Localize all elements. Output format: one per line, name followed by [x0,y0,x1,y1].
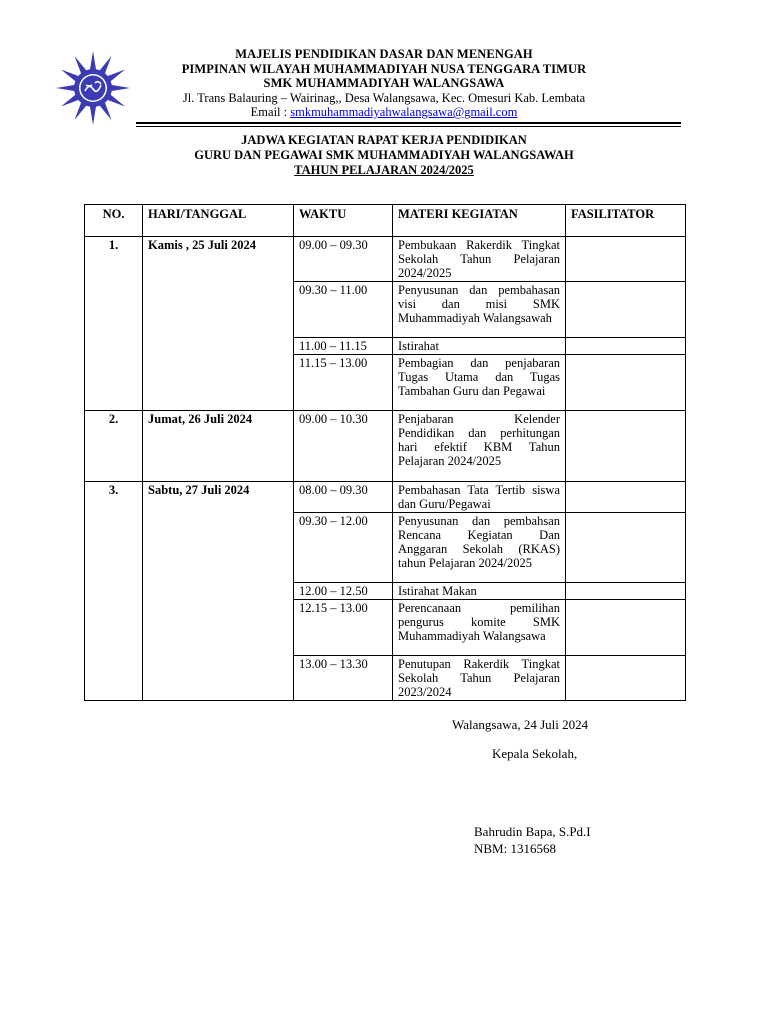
materi-cell: Penutupan Rakerdik Tingkat Sekolah Tahun Pelajaran 2023/2024 [393,656,566,701]
time-cell: 09.30 – 12.00 [294,513,393,583]
signatory-nbm: NBM: 1316568 [474,841,556,856]
materi-cell: Pembahasan Tata Tertib siswa dan Guru/Pegawai [393,482,566,513]
time-cell: 09.30 – 11.00 [294,282,393,338]
signatory-name: Bahrudin Bapa, S.Pd.I [474,824,591,839]
title-line-1: JADWA KEGIATAN RAPAT KERJA PENDIDIKAN [241,133,527,147]
time-cell: 12.15 – 13.00 [294,600,393,656]
materi-cell: Istirahat [393,338,566,355]
table-header-row [85,205,686,237]
header-time: WAKTU [294,205,393,237]
place-date: Walangsawa, 24 Juli 2024 [452,717,589,732]
time-cell: 09.00 – 09.30 [294,237,393,282]
materi-cell: Pembukaan Rakerdik Tingkat Sekolah Tahun Pelajaran 2024/2025 [393,237,566,282]
day-number-cell: 3. [85,482,143,701]
day-number-cell: 1. [85,237,143,411]
signatory-role: Kepala Sekolah, [492,746,578,761]
materi-cell: Penyusunan dan pembahasan visi dan misi SMK Muhammadiyah Walangsawah [393,282,566,338]
day-date-cell: Sabtu, 27 Juli 2024 [143,482,294,701]
header-day: HARI/TANGGAL [143,205,294,237]
email-link[interactable]: smkmuhammadiyahwalangsawa@gmail.com [290,105,518,119]
document-title [84,133,684,178]
fasilitator-cell [566,600,686,656]
school-name: SMK MUHAMMADIYAH WALANGSAWA [263,76,505,90]
letterhead-divider-thin [136,126,681,127]
email-line [134,105,634,120]
fasilitator-cell [566,282,686,338]
materi-cell: Penyusunan dan pembahsan Rencana Kegiatan Dan Anggaran Sekolah (RKAS) tahun Pelajaran 2024/2025 [393,513,566,583]
email-label: Email : [250,105,291,119]
time-cell: 13.00 – 13.30 [294,656,393,701]
fasilitator-cell [566,513,686,583]
time-cell: 08.00 – 09.30 [294,482,393,513]
letterhead [134,47,634,120]
time-cell: 09.00 – 10.30 [294,411,393,482]
materi-cell: Penjabaran Kelender Pendidikan dan perhitungan hari efektif KBM Tahun Pelajaran 2024/2025 [393,411,566,482]
time-cell: 11.00 – 11.15 [294,338,393,355]
day-date-cell: Jumat, 26 Juli 2024 [143,411,294,482]
regional-board-name: PIMPINAN WILAYAH MUHAMMADIYAH NUSA TENGGARA TIMUR [181,61,587,76]
fasilitator-cell [566,482,686,513]
council-name: MAJELIS PENDIDIKAN DASAR DAN MENENGAH [235,47,533,61]
fasilitator-cell [566,411,686,482]
time-cell: 12.00 – 12.50 [294,583,393,600]
materi-cell: Pembagian dan penjabaran Tugas Utama dan Tugas Tambahan Guru dan Pegawai [393,355,566,411]
letterhead-divider-thick [136,122,681,124]
table-row [85,237,686,282]
header-materi: MATERI KEGIATAN [393,205,566,237]
fasilitator-cell [566,338,686,355]
materi-cell: Istirahat Makan [393,583,566,600]
table-row [85,482,686,513]
title-line-2: GURU DAN PEGAWAI SMK MUHAMMADIYAH WALANGSAWAH [194,148,574,162]
header-fasilitator: FASILITATOR [566,205,686,237]
header-no: NO. [85,205,143,237]
time-cell: 11.15 – 13.00 [294,355,393,411]
fasilitator-cell [566,656,686,701]
day-date-cell: Kamis , 25 Juli 2024 [143,237,294,411]
fasilitator-cell [566,355,686,411]
fasilitator-cell [566,237,686,282]
day-number-cell: 2. [85,411,143,482]
fasilitator-cell [566,583,686,600]
muhammadiyah-logo-icon [55,50,131,126]
table-row [85,411,686,482]
materi-cell: Perencanaan pemilihan pengurus komite SMK Muhammadiyah Walangsawa [393,600,566,656]
title-line-3: TAHUN PELAJARAN 2024/2025 [294,163,474,177]
schedule-table [84,204,686,701]
school-address: Jl. Trans Balauring – Wairinag,, Desa Walangsawa, Kec. Omesuri Kab. Lembata [182,90,586,105]
